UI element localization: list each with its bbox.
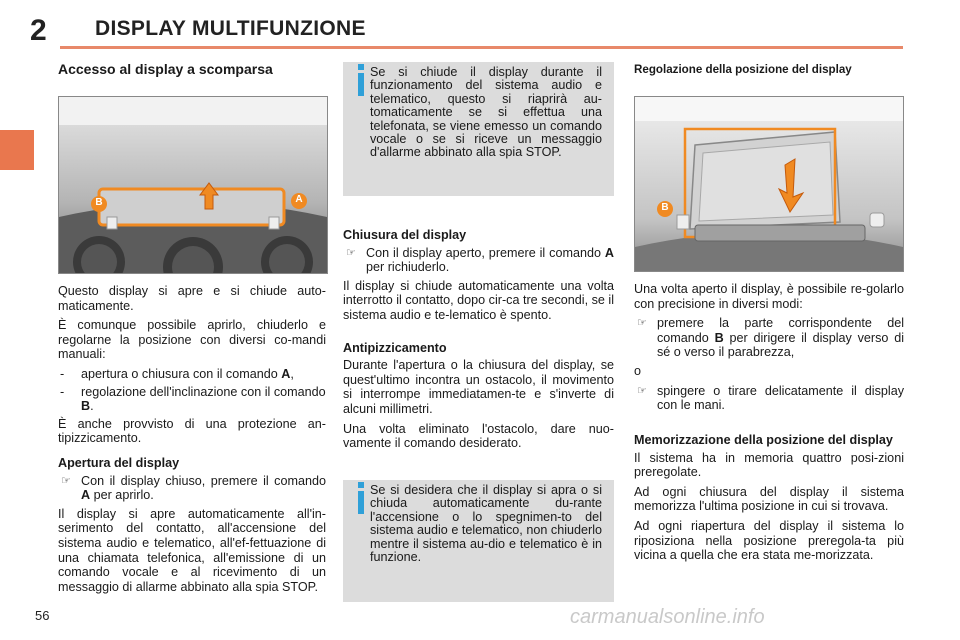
display-open-photo [634, 96, 904, 272]
paragraph: Durante l'apertura o la chiusura del display, se quest'ultimo incontra un ostacolo, il movimento si interrompe immediatamen-te e s'inverte di alcuni millimetri. [343, 358, 614, 416]
section-heading: Accesso al display a scomparsa [58, 61, 273, 77]
column-right-memory [634, 433, 904, 568]
info-text: Se si desidera che il display si apra o si chiuda automaticamente du-rante l'accensione o lo spegnimen-to del sistema audio e telematico, non chiuderlo mentre il sistema au-dio e telematico è in funzione. [370, 483, 602, 565]
paragraph: Questo display si apre e si chiude auto-maticamente. [58, 284, 326, 313]
bullet-item: ☞ Con il display chiuso, premere il comando A per aprirlo. [61, 473, 326, 503]
paragraph: Ad ogni riapertura del display il sistema lo riposiziona nella posizione preregola-ta più vicina a quella che era stata me-morizzata. [634, 518, 904, 563]
paragraph: È comunque possibile aprirlo, chiuderlo e regolarne la posizione con diversi co-mandi manuali: [58, 318, 326, 362]
info-icon [355, 482, 367, 514]
paragraph: È anche provvisto di una protezione an-tipizzicamento. [58, 416, 326, 446]
column-left-body [58, 284, 326, 599]
paragraph: Una volta eliminato l'ostacolo, dare nuo-vamente il comando desiderato. [343, 421, 614, 451]
paragraph: Il sistema ha in memoria quattro posi-zioni preregolate. [634, 450, 904, 480]
watermark: carmanualsonline.info [570, 606, 765, 628]
section-heading: Regolazione della posizione del display [634, 63, 852, 76]
info-icon [355, 64, 367, 96]
subheading: Antipizzicamento [343, 340, 447, 355]
dash-item: - apertura o chiusura con il comando A, [60, 366, 294, 381]
header-rule [60, 46, 903, 49]
column-middle [343, 228, 614, 456]
info-box [343, 62, 614, 196]
label-b-open: B [661, 202, 669, 213]
chapter-number: 2 [30, 14, 47, 47]
column-left [58, 62, 326, 77]
subheading: Memorizzazione della posizione del display [634, 433, 893, 447]
bullet-item: ☞ premere la parte corrispondente del comando B per dirigere il display verso di sé o verso il parabrezza, [637, 316, 904, 360]
info-text: Se si chiude il display durante il funzionamento del sistema audio e telematico, questo si riaprirà au-tomaticamente se si effettua una telefonata, se viene emesso un comando vocale o se si riceve un messaggio d'allarme abbinato alla spia STOP. [370, 65, 602, 160]
display-closed-photo [58, 96, 328, 274]
dash-item: - regolazione dell'inclinazione con il comando B. [60, 384, 326, 414]
page-number: 56 [35, 608, 50, 623]
bullet-item: ☞ spingere o tirare delicatamente il display con le mani. [637, 383, 904, 413]
subheading: Chiusura del display [343, 228, 467, 242]
paragraph: Il display si apre automaticamente all'in-serimento del contatto, all'accensione del sistema audio e telematico, all'ef-fettuazione di una chiamata telefonica, all'emissione di un comando vocale e al ricevimento di un messaggio di allarme abbinato alla spia STOP. [58, 506, 326, 594]
paragraph: Ad ogni chiusura del display il sistema memorizza l'ultima posizione in cui si trovava. [634, 484, 904, 514]
info-box [343, 480, 614, 602]
column-right [634, 63, 904, 78]
paragraph: Una volta aperto il display, è possibile re-golarlo con precisione in diversi modi: [634, 282, 904, 311]
chapter-title: DISPLAY MULTIFUNZIONE [95, 17, 366, 40]
subheading: Apertura del display [58, 455, 180, 470]
paragraph: o [634, 363, 642, 378]
label-a-closed: A [295, 194, 303, 205]
label-b-closed: B [95, 197, 103, 208]
bullet-item: ☞ Con il display aperto, premere il comando A per richiuderlo. [346, 245, 614, 275]
column-right-body [634, 282, 904, 417]
chapter-side-tab [0, 130, 34, 170]
paragraph: Il display si chiude automaticamente una volta interrotto il contatto, dopo cir-ca tre secondi, se il sistema audio e te-lematico è spento. [343, 278, 614, 322]
